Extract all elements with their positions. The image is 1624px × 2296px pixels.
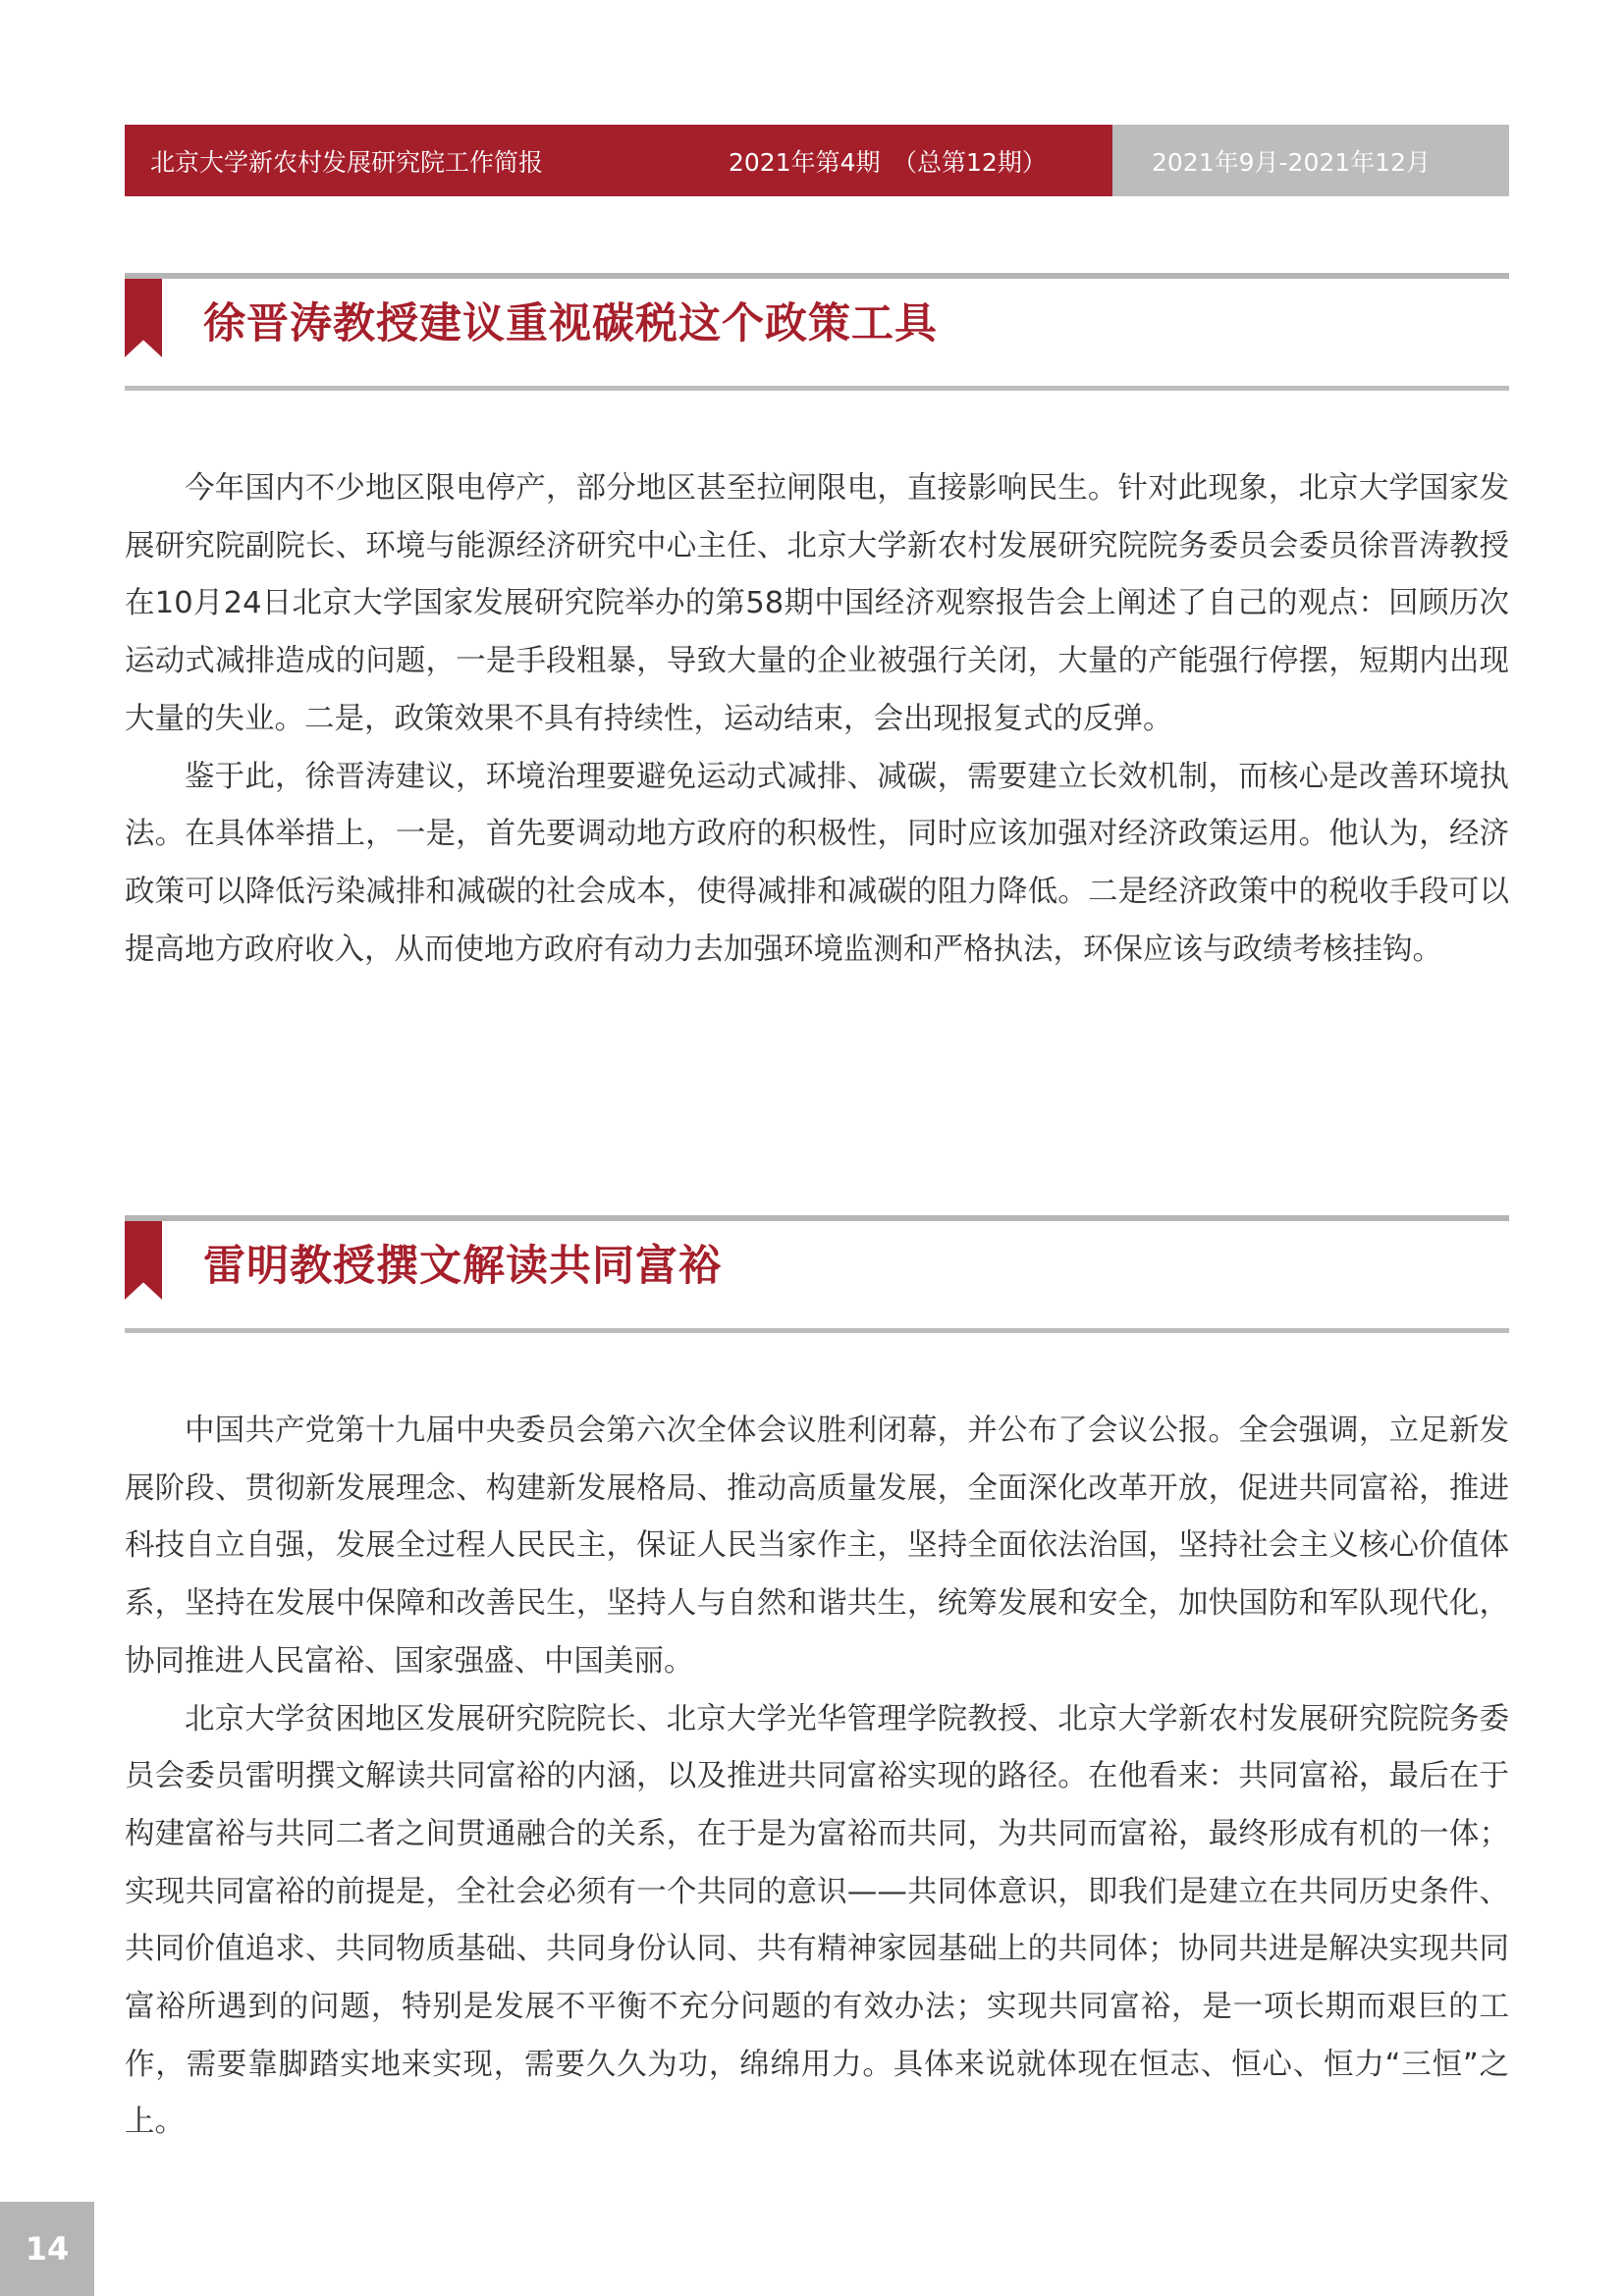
section-heading-2 bbox=[125, 1215, 1509, 1333]
article-paragraph: 今年国内不少地区限电停产，部分地区甚至拉闸限电，直接影响民生。针对此现象，北京大学国家发展研究院副院长、环境与能源经济研究中心主任、北京大学新农村发展研究院院务委员会委员徐晋涛教授在10月24日北京大学国家发展研究院举办的第58期中国经济观察报告会上阐述了自己的观点：回顾历次运动式减排造成的问题，一是手段粗暴，导致大量的企业被强行关闭，大量的产能强行停摆，短期内出现大量的失业。二是，政策效果不具有持续性，运动结束，会出现报复式的反弹。 bbox=[125, 471, 1509, 736]
issue-number: 2021年第4期 （总第12期） bbox=[729, 147, 1047, 177]
article-paragraph: 北京大学贫困地区发展研究院院长、北京大学光华管理学院教授、北京大学新农村发展研究院院务委员会委员雷明撰文解读共同富裕的内涵，以及推进共同富裕实现的路径。在他看来：共同富裕，最后在于构建富裕与共同二者之间贯通融合的关系，在于是为富裕而共同，为共同而富裕，最终形成有机的一体；实现共同富裕的前提是，全社会必须有一个共同的意识——共同体意识，即我们是建立在共同历史条件、共同价值追求、共同物质基础、共同身份认同、共有精神家园基础上的共同体；协同共进是解决实现共同富裕所遇到的问题，特别是发展不平衡不充分问题的有效办法；实现共同富裕，是一项长期而艰巨的工作，需要靠脚踏实地来实现，需要久久为功，绵绵用力。具体来说就体现在恒志、恒心、恒力“三恒”之上。 bbox=[125, 1701, 1509, 2140]
section-heading-1 bbox=[125, 273, 1509, 391]
heading-top-rule bbox=[125, 273, 1509, 279]
section-title: 徐晋涛教授建议重视碳税这个政策工具 bbox=[203, 299, 938, 348]
bookmark-ribbon-icon bbox=[125, 279, 162, 357]
article-body-2 bbox=[125, 1403, 1509, 2152]
heading-bottom-rule bbox=[125, 386, 1509, 391]
publication-title: 北京大学新农村发展研究院工作简报 bbox=[150, 147, 544, 177]
heading-bottom-rule bbox=[125, 1328, 1509, 1333]
header-grey-band bbox=[1112, 125, 1509, 196]
page-number: 14 bbox=[0, 2202, 94, 2296]
article-paragraph: 鉴于此，徐晋涛建议，环境治理要避免运动式减排、减碳，需要建立长效机制，而核心是改善环境执法。在具体举措上，一是，首先要调动地方政府的积极性，同时应该加强对经济政策运用。他认为，经济政策可以降低污染减排和减碳的社会成本，使得减排和减碳的阻力降低。二是经济政策中的税收手段可以提高地方政府收入，从而使地方政府有动力去加强环境监测和严格执法，环保应该与政绩考核挂钩。 bbox=[125, 759, 1509, 967]
page-header bbox=[125, 125, 1509, 196]
article-body-1 bbox=[125, 460, 1509, 979]
section-title: 雷明教授撰文解读共同富裕 bbox=[203, 1242, 722, 1291]
issue-period: 2021年9月-2021年12月 bbox=[1152, 147, 1431, 177]
heading-top-rule bbox=[125, 1215, 1509, 1221]
article-paragraph: 中国共产党第十九届中央委员会第六次全体会议胜利闭幕，并公布了会议公报。全会强调，立足新发展阶段、贯彻新发展理念、构建新发展格局、推动高质量发展，全面深化改革开放，促进共同富裕，推进科技自立自强，发展全过程人民民主，保证人民当家作主，坚持全面依法治国，坚持社会主义核心价值体系，坚持在发展中保障和改善民生，坚持人与自然和谐共生，统筹发展和安全，加快国防和军队现代化，协同推进人民富裕、国家强盛、中国美丽。 bbox=[125, 1414, 1509, 1679]
header-red-band bbox=[125, 125, 1112, 196]
bookmark-ribbon-icon bbox=[125, 1221, 162, 1300]
